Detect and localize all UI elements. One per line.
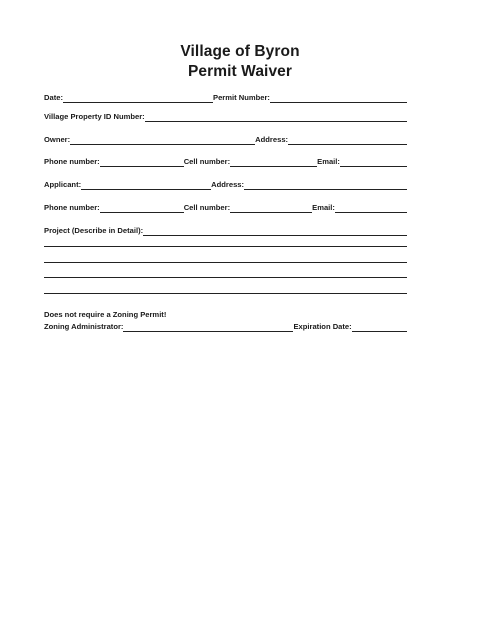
applicant-email-field[interactable] xyxy=(335,203,407,213)
project-line[interactable] xyxy=(44,262,407,263)
property-id-field[interactable] xyxy=(145,112,407,122)
project-line[interactable] xyxy=(44,277,407,278)
project-row xyxy=(44,224,407,236)
owner-row xyxy=(44,133,407,145)
applicant-row xyxy=(44,178,407,190)
applicant-contact-row xyxy=(44,201,407,213)
owner-email-label: Email: xyxy=(317,157,340,166)
date-permit-row xyxy=(44,91,407,103)
permit-number-field[interactable] xyxy=(270,93,407,103)
form-title: Village of Byron xyxy=(180,43,300,60)
owner-contact-row xyxy=(44,155,407,167)
applicant-phone-label: Phone number: xyxy=(44,203,100,212)
project-field[interactable] xyxy=(143,226,407,236)
owner-address-field[interactable] xyxy=(288,135,407,145)
expiration-label: Expiration Date: xyxy=(293,322,352,331)
owner-phone-field[interactable] xyxy=(100,157,184,167)
applicant-field[interactable] xyxy=(81,180,211,190)
permit-number-label: Permit Number: xyxy=(213,93,270,102)
date-label: Date: xyxy=(44,93,63,102)
applicant-label: Applicant: xyxy=(44,180,82,189)
date-field[interactable] xyxy=(63,93,213,103)
owner-email-field[interactable] xyxy=(340,157,407,167)
owner-cell-field[interactable] xyxy=(230,157,317,167)
expiration-field[interactable] xyxy=(352,322,407,332)
zoning-admin-field[interactable] xyxy=(123,322,293,332)
zoning-admin-label: Zoning Administrator: xyxy=(44,322,124,331)
owner-address-label: Address: xyxy=(255,135,289,144)
applicant-address-field[interactable] xyxy=(244,180,407,190)
owner-cell-label: Cell number: xyxy=(183,157,231,166)
applicant-email-label: Email: xyxy=(312,203,335,212)
applicant-phone-field[interactable] xyxy=(100,203,184,213)
form-subtitle: Permit Waiver xyxy=(187,63,293,80)
no-permit-note: Does not require a Zoning Permit! xyxy=(44,310,167,319)
property-id-row xyxy=(44,110,407,122)
owner-label: Owner: xyxy=(44,135,71,144)
property-id-label: Village Property ID Number: xyxy=(44,112,145,121)
applicant-address-label: Address: xyxy=(211,180,245,189)
applicant-cell-label: Cell number: xyxy=(183,203,231,212)
project-label: Project (Describe in Detail): xyxy=(44,226,144,235)
project-line[interactable] xyxy=(44,293,407,294)
project-line[interactable] xyxy=(44,246,407,247)
zoning-row xyxy=(44,320,407,332)
applicant-cell-field[interactable] xyxy=(230,203,312,213)
owner-field[interactable] xyxy=(70,135,255,145)
owner-phone-label: Phone number: xyxy=(44,157,100,166)
